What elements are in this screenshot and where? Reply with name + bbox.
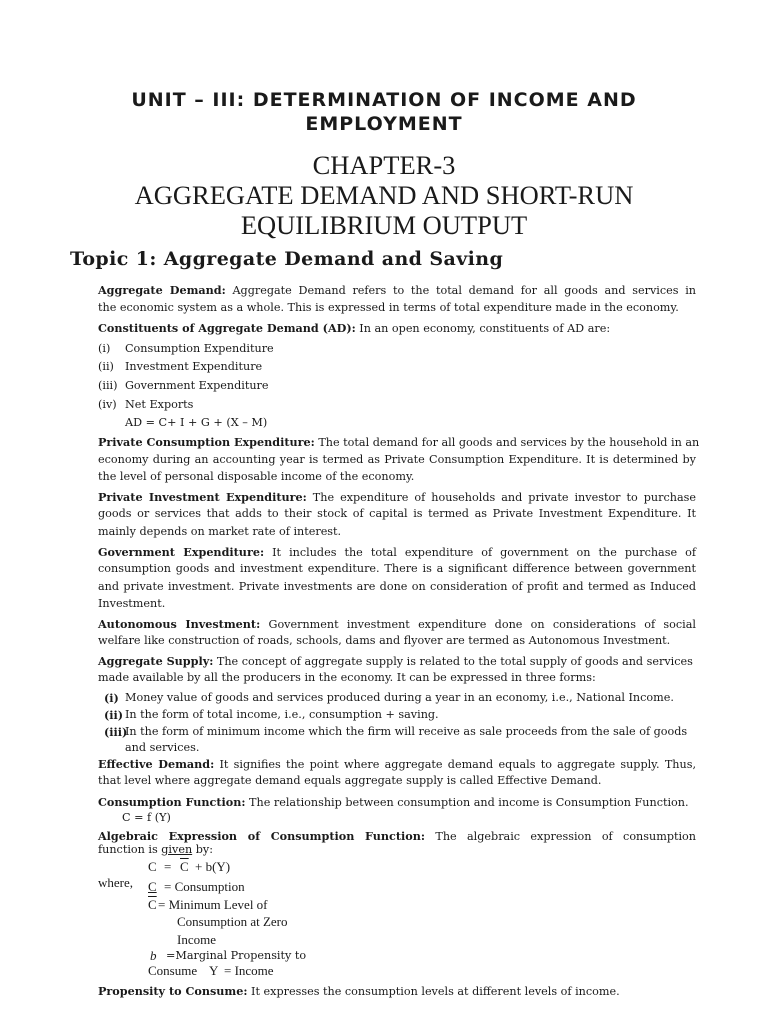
eq-equals: = <box>164 859 172 874</box>
pie-term: Private Investment Expenditure: <box>98 490 307 504</box>
pie-line2: goods or services that adds to their stock of capital is termed as Private Investment Expenditure. It <box>98 507 696 520</box>
as-line1: Aggregate Supply: The concept of aggregate supply is related to the total supply of goods and services <box>98 654 693 668</box>
where-b-def: =Marginal Propensity to <box>166 949 307 962</box>
ge-line1: Government Expenditure: It includes the total expenditure of government on the purchase of <box>98 545 696 559</box>
ad-term: Aggregate Demand: <box>98 283 226 297</box>
topic-heading: Topic 1: Aggregate Demand and Saving <box>70 248 504 270</box>
where-cbar-def3: Income <box>177 932 216 947</box>
pce-line2: economy during an accounting year is termed as Private Consumption Expenditure. It is determined by <box>98 453 696 466</box>
where-c-symbol: C <box>148 879 157 894</box>
as-item-label-3-cont: and services. <box>125 741 200 754</box>
ad-definition-line1: Aggregate Demand: Aggregate Demand refers to the total demand for all goods and services in <box>98 283 696 297</box>
where-y-symbol: Y <box>209 963 219 978</box>
constituent-label-4: Net Exports <box>125 398 194 411</box>
ai-line1: Autonomous Investment: Government investment expenditure done on considerations of social <box>98 617 696 631</box>
ge-term: Government Expenditure: <box>98 545 265 559</box>
cf-line: Consumption Function: The relationship between consumption and income is Consumption Function. <box>98 795 689 809</box>
constituent-num-4: (iv) <box>98 398 117 411</box>
constituent-label-2: Investment Expenditure <box>125 360 263 373</box>
pce-line3: the level of personal disposable income of the economy. <box>98 470 415 483</box>
constituent-num-2: (ii) <box>98 360 114 373</box>
where-b-symbol: b <box>150 948 157 963</box>
cf-term: Consumption Function: <box>98 795 246 809</box>
as-item-label-2: In the form of total income, i.e., consumption + saving. <box>125 708 439 721</box>
where-cbar-symbol: $\overline{C}$ <box>148 897 157 912</box>
ai-term: Autonomous Investment: <box>98 617 261 631</box>
ptc-term: Propensity to Consume: <box>98 984 248 998</box>
where-c-def: = Consumption <box>164 879 245 894</box>
ed-line1: Effective Demand: It signifies the point where aggregate demand equals to aggregate supply. Thus, <box>98 757 696 771</box>
alg-line2: function is given by: <box>98 843 213 856</box>
unit-title-line2: EMPLOYMENT <box>305 113 463 135</box>
constituents-term: Constituents of Aggregate Demand (AD): <box>98 321 356 335</box>
constituents-line: Constituents of Aggregate Demand (AD): In an open economy, constituents of AD are: <box>98 321 611 335</box>
as-item-num-1: (i) <box>104 691 119 705</box>
ge-line2: consumption goods and investment expenditure. There is a significant difference between government <box>98 562 696 575</box>
where-b-def2: Consume <box>148 963 198 978</box>
pce-term: Private Consumption Expenditure: <box>98 435 315 449</box>
pie-line3: mainly depends on market rate of interest. <box>98 525 342 538</box>
eq-rest: + b(Y) <box>195 859 231 874</box>
chapter-number: CHAPTER-3 <box>312 150 456 180</box>
pce-line1: Private Consumption Expenditure: The total demand for all goods and services by the household in an <box>98 435 700 449</box>
where-label: where, <box>98 875 134 890</box>
as-item-label-3: In the form of minimum income which the firm will receive as sale proceeds from the sale of goods <box>125 725 688 738</box>
chapter-title-line2: EQUILIBRIUM OUTPUT <box>240 210 528 240</box>
constituent-label-1: Consumption Expenditure <box>125 342 274 355</box>
unit-title-line1: UNIT – III: DETERMINATION OF INCOME AND <box>131 89 637 111</box>
ge-line4: Investment. <box>98 597 166 610</box>
alg-line1: Algebraic Expression of Consumption Function: The algebraic expression of consumption <box>98 829 696 843</box>
as-item-label-1: Money value of goods and services produced during a year in an economy, i.e., National Income. <box>125 691 674 704</box>
ad-definition-line2: the economic system as a whole. This is expressed in terms of total expenditure made in the economy. <box>98 301 679 314</box>
as-item-num-2: (ii) <box>104 708 124 722</box>
as-term: Aggregate Supply: <box>98 654 214 668</box>
alg-term: Algebraic Expression of Consumption Function: <box>98 829 425 843</box>
chapter-title-line1: AGGREGATE DEMAND AND SHORT-RUN <box>134 180 634 210</box>
eq-c: C <box>148 859 157 874</box>
ed-term: Effective Demand: <box>98 757 215 771</box>
constituent-num-1: (i) <box>98 342 111 355</box>
constituent-label-3: Government Expenditure <box>125 379 269 392</box>
ed-line2: that level where aggregate demand equals aggregate supply is called Effective Demand. <box>98 774 602 787</box>
as-line2: made available by all the producers in the economy. It can be expressed in three forms: <box>98 671 596 684</box>
ai-line2: welfare like construction of roads, schools, dams and flyover are termed as Autonomous Investment. <box>98 634 671 647</box>
cf-formula: C = f (Y) <box>122 811 171 824</box>
ptc-line: Propensity to Consume: It expresses the consumption levels at different levels of income. <box>98 984 620 998</box>
eq-cbar: $\overline{C}$ <box>180 859 189 874</box>
where-y-def: = Income <box>224 963 274 978</box>
where-cbar-def: = Minimum Level of <box>158 897 268 912</box>
where-cbar-def2: Consumption at Zero <box>177 914 288 929</box>
as-item-num-3: (iii) <box>104 725 128 739</box>
ge-line3: and private investment. Private investments are done on consideration of profit and termed as Induced <box>98 580 696 593</box>
ad-formula: AD = C+ I + G + (X – M) <box>125 416 268 429</box>
constituent-num-3: (iii) <box>98 379 118 392</box>
pie-line1: Private Investment Expenditure: The expenditure of households and private investor to purchase <box>98 490 696 504</box>
